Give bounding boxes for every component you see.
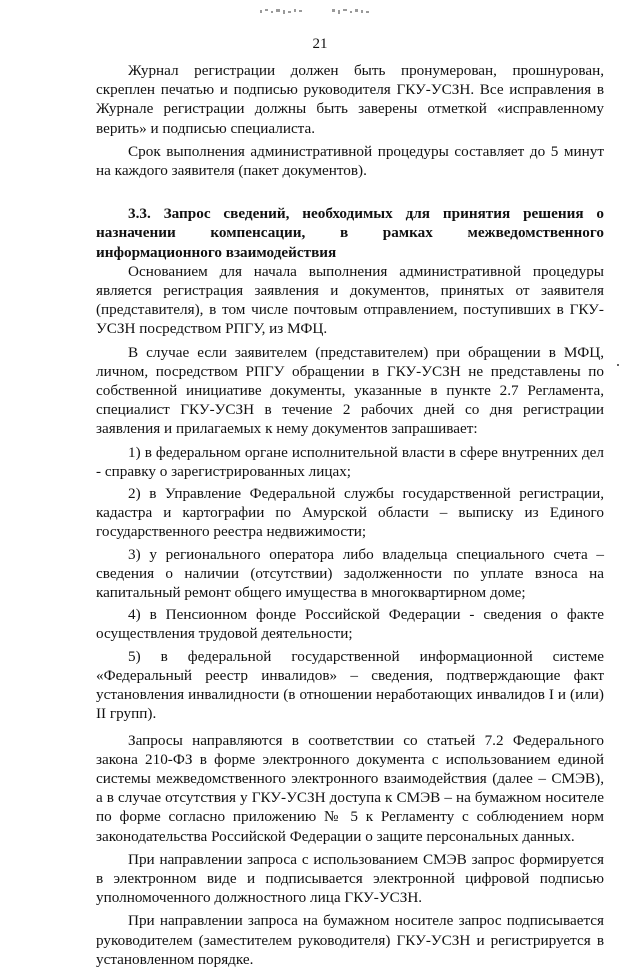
list-item: 3) у регионального оператора либо владельца специального счета – сведения о наличии (отсутствии) задолженности по уплате взноса на капитальный ремонт общего имущества в многоквартирном доме; [96,545,604,602]
scan-artifact-marks [258,6,378,18]
section-heading: 3.3. Запрос сведений, необходимых для принятия решения о назначении компенсации, в рамках межведомственного информационного взаимодействия [96,205,604,261]
document-body [96,61,604,969]
paragraph-procedure-deadline: Срок выполнения административной процедуры составляет до 5 минут на каждого заявителя (пакет документов). [96,142,604,180]
paragraph-paper-request: При направлении запроса на бумажном носителе запрос подписывается руководителем (заместителем руководителя) ГКУ-УСЗН и регистрируется в установленном порядке. [96,912,604,968]
paragraph-smev-requests: Запросы направляются в соответствии со статьей 7.2 Федерального закона 210-ФЗ в форме электронного документа с использованием единой системы межведомственного электронного взаимодействия (далее – СМЭВ), а в случае отсутствия у ГКУ-УСЗН доступа к СМЭВ – на бумажном носителе по форме согласно приложению № 5 к Регламенту с соблюдением норм законодательства Российской Федерации о защите персональных данных. [96,731,604,845]
scan-dot-mark [617,364,619,366]
list-item: 2) в Управление Федеральной службы государственной регистрации, кадастра и картографии по Амурской области – выписку из Единого государственного реестра недвижимости; [96,485,604,541]
page-number: 21 [312,36,328,52]
paragraph-journal-registration: Журнал регистрации должен быть пронумерован, прошнурован, скреплен печатью и подписью руководителя ГКУ-УСЗН. Все исправления в Журнале регистрации должны быть заверены отметкой «исправленному верить» и подписью специалиста. [96,62,604,137]
paragraph-electronic-request: При направлении запроса с использованием СМЭВ запрос формируется в электронном виде и подписывается электронной цифровой подписью уполномоченного должностного лица ГКУ-УСЗН. [96,850,604,907]
list-item: 5) в федеральной государственной информационной системе «Федеральный реестр инвалидов» – сведения, подтверждающие факт установления инвалидности (в отношении неработающих инвалидов I и (или) II групп). [96,647,604,723]
list-item: 4) в Пенсионном фонде Российской Федерации - сведения о факте осуществления трудовой деятельности; [96,606,604,643]
paragraph-request-case: В случае если заявителем (представителем) при обращении в МФЦ, личном, посредством РПГУ обращении в ГКУ-УСЗН не представлены по собственной инициативе документы, указанные в пункте 2.7 Регламента, специалист ГКУ-УСЗН в течение 2 рабочих дней со дня регистрации заявления и прилагаемых к нему документов запрашивает: [96,343,604,438]
list-item: 1) в федеральном органе исполнительной власти в сфере внутренних дел - справку о зарегистрированных лицах; [96,443,604,480]
paragraph-basis: Основанием для начала выполнения административной процедуры является регистрация заявления и документов, принятых от заявителя (представителя), в том числе почтовым отправлением, поступивших в ГКУ-УСЗН посредством РПГУ, из МФЦ. [96,262,604,338]
